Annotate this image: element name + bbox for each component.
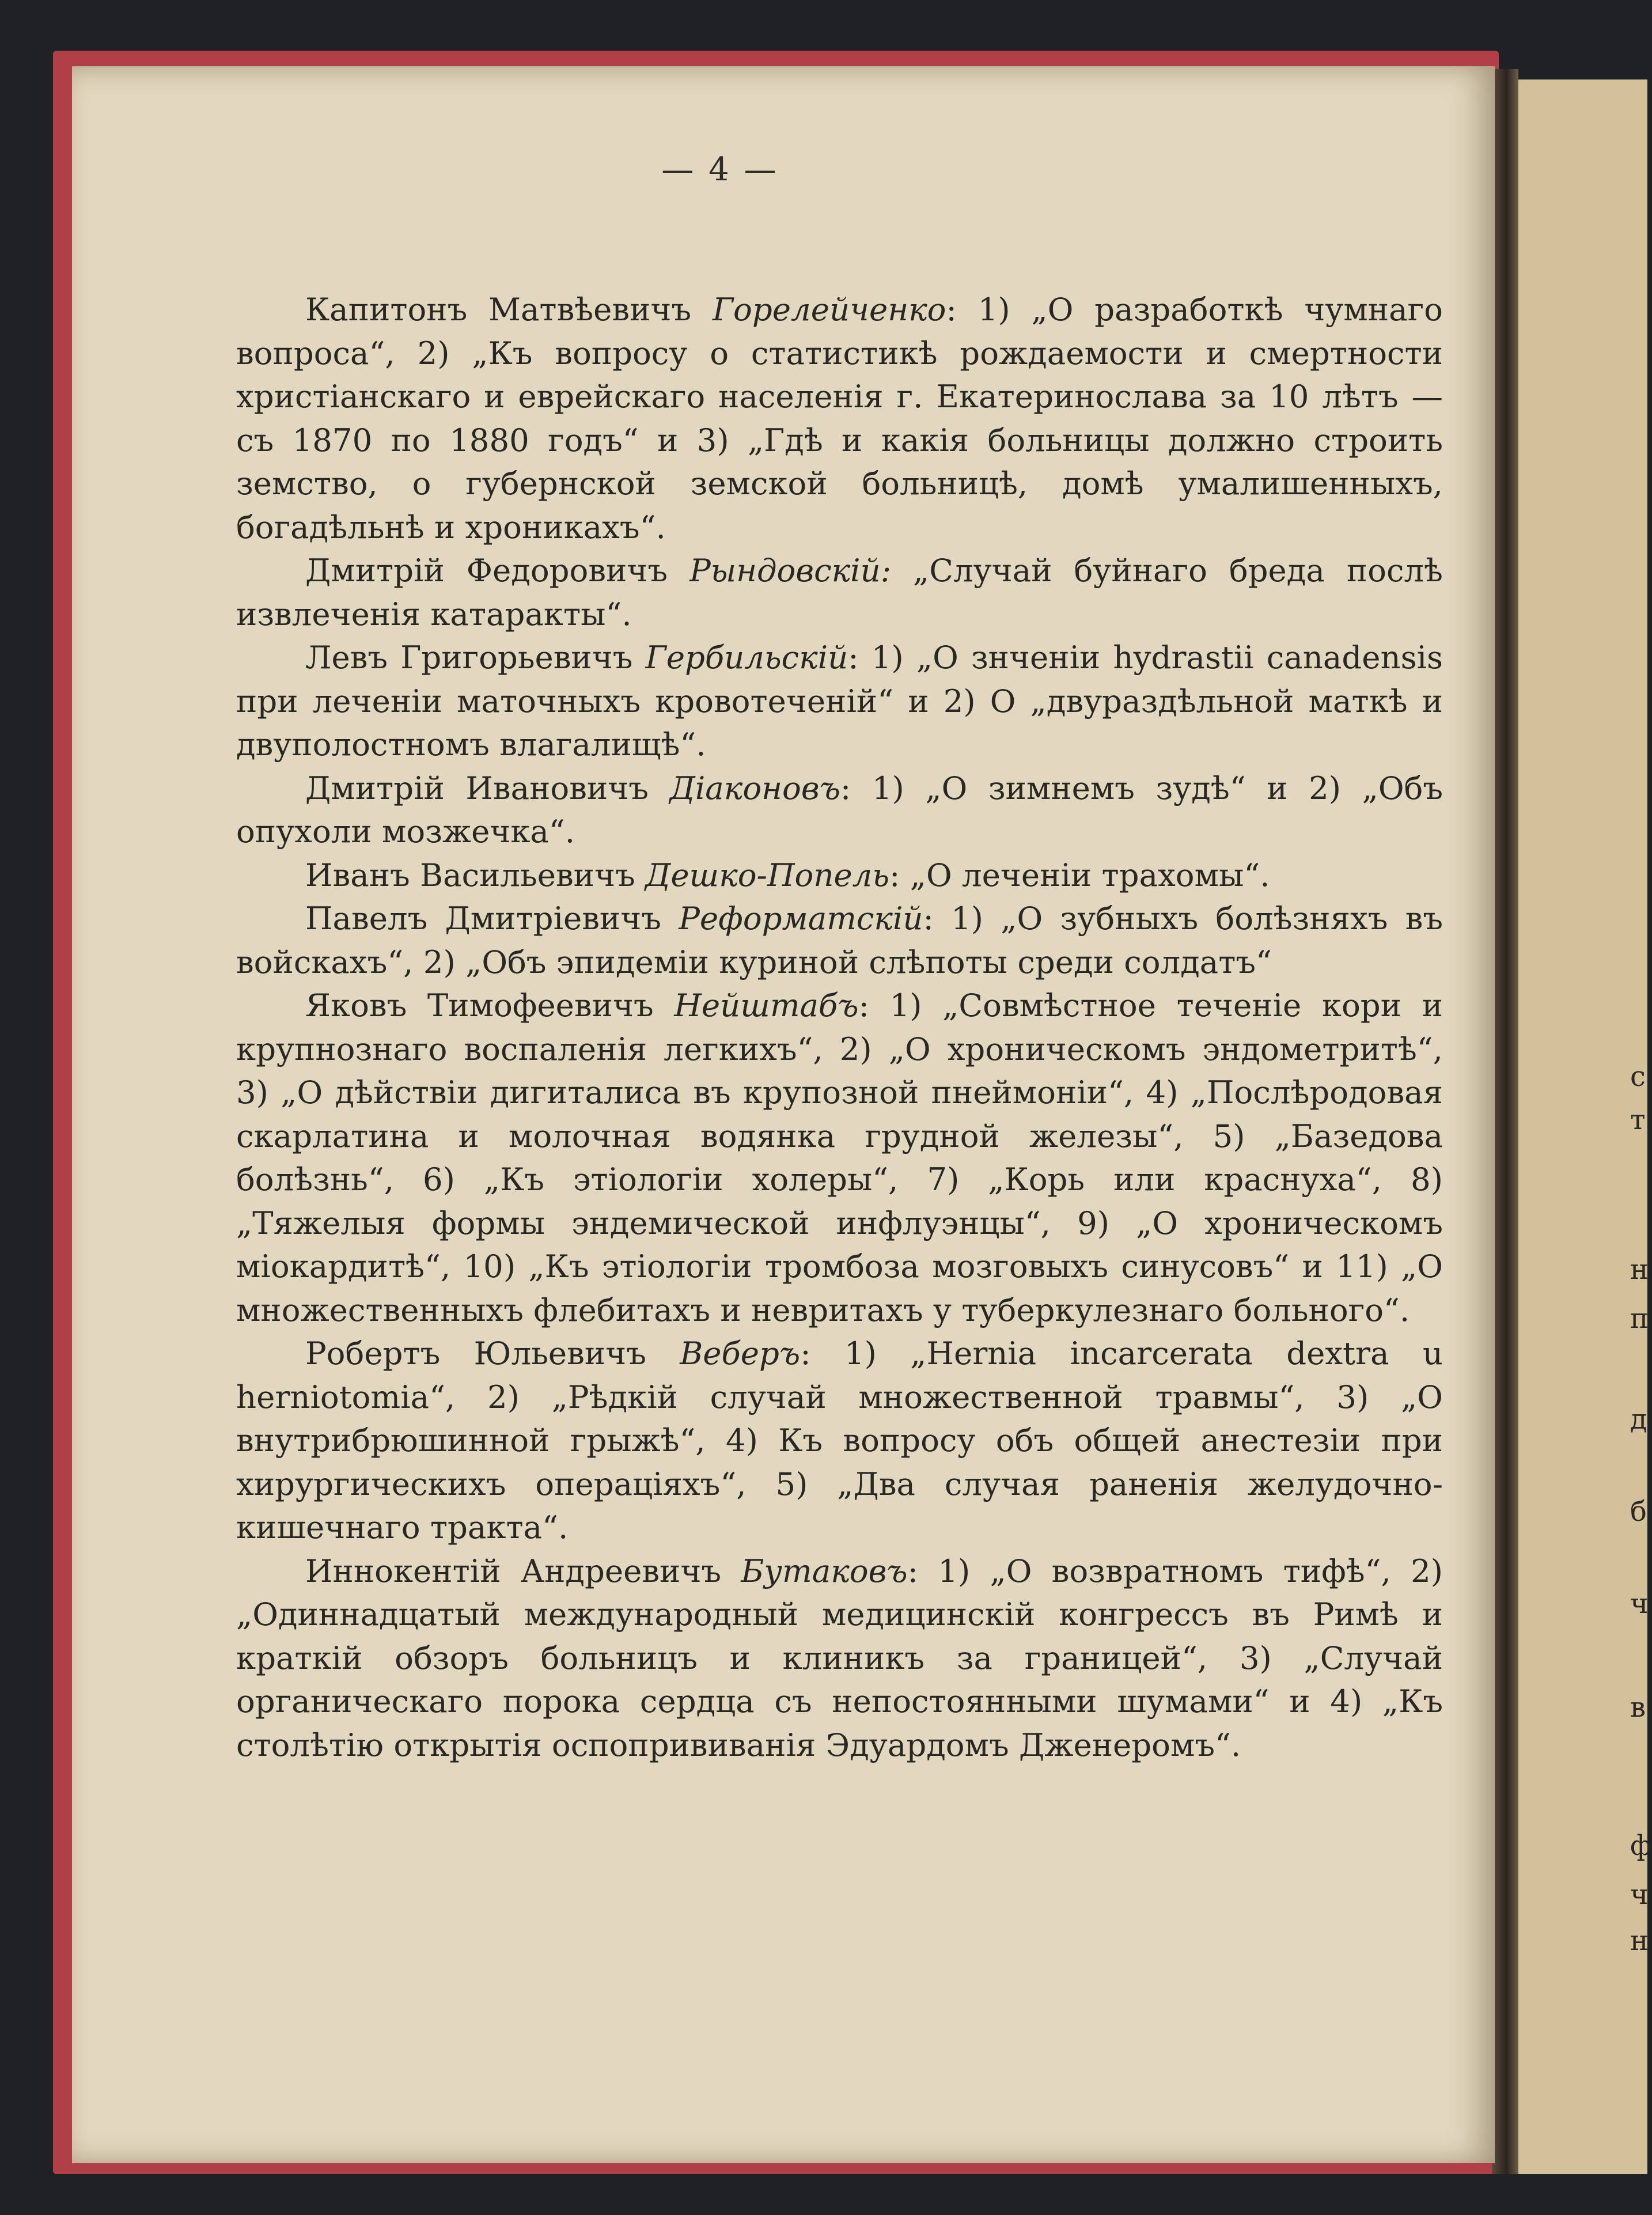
surname: Нейштабъ <box>674 987 859 1024</box>
next-page-letter: н <box>1630 1925 1649 1957</box>
surname: Горелейченко <box>712 291 946 328</box>
surname: Дешко-Попель <box>645 856 890 893</box>
next-page-letter: п <box>1630 1303 1649 1335</box>
next-page-letter: ф <box>1630 1830 1652 1862</box>
paragraph: Левъ Григорьевичъ Гербильскій: 1) „О знченіи hydrastii canadensis при леченіи маточныхъ кровотеченій“ и 2) О „двураздѣльной маткѣ и двуполостномъ влагалищѣ“. <box>236 639 1443 763</box>
next-page-edge <box>1517 79 1647 2174</box>
next-page-letter: д <box>1630 1403 1647 1436</box>
paragraph: Иванъ Васильевичъ Дешко-Попель: „О леченіи трахомы“. <box>305 856 1270 893</box>
surname: Рындовскій: <box>689 552 892 589</box>
next-page-letter: т <box>1630 1104 1646 1136</box>
next-page-letter: в <box>1630 1691 1646 1724</box>
surname: Бутаковъ <box>741 1552 908 1589</box>
paragraph: Павелъ Дмитріевичъ Реформатскій: 1) „О зубныхъ болѣзняхъ въ войскахъ“, 2) „Объ эпидеміи куриной слѣпоты среди солдатъ“ <box>236 900 1443 980</box>
paragraph: Робертъ Юльевичъ Веберъ: 1) „Hernia incarcerata dextra u herniotomia“, 2) „Рѣдкій случай множественной травмы“, 3) „О внутрибрюшинной грыжѣ“, 4) Къ вопросу объ общей анестезіи при хирургическихъ операціяхъ“, 5) „Два случая раненія желудочно-кишечнаго тракта“. <box>236 1335 1443 1546</box>
next-page-letter: с <box>1630 1061 1646 1093</box>
paragraph: Иннокентій Андреевичъ Бутаковъ: 1) „О возвратномъ тифѣ“, 2) „Одиннадцатый международный медицинскій конгрессъ въ Римѣ и краткій обзоръ больницъ и клиникъ за границей“, 3) „Случай органическаго порока сердца съ непостоянными шумами“ и 4) „Къ столѣтію открытія оспопрививанія Эдуардомъ Дженеромъ“. <box>236 1552 1443 1763</box>
surname: Веберъ <box>680 1335 801 1372</box>
next-page-letter: ч <box>1630 1588 1649 1620</box>
next-page-letter: н <box>1630 1254 1649 1286</box>
surname: Реформатскій <box>679 900 923 937</box>
surname: Діаконовъ <box>669 769 840 807</box>
book-spine <box>1492 69 1518 2174</box>
paragraph: Яковъ Тимофеевичъ Нейштабъ: 1) „Совмѣстное теченіе кори и крупнознаго воспаленія легкихъ“, 2) „О хроническомъ эндометритѣ“, 3) „О дѣйствіи дигиталиса въ крупозной пнеймоніи“, 4) „Послѣродовая скарлатина и молочная водянка грудной железы“, 5) „Базедова болѣзнь“, 6) „Къ этіологіи холеры“, 7) „Корь или краснуха“, 8) „Тяжелыя формы эндемической инфлуэнцы“, 9) „О хроническомъ міокардитѣ“, 10) „Къ этіологіи тромбоза мозговыхъ синусовъ“ и 11) „О множественныхъ флебитахъ и невритахъ у туберкулезнаго больного“. <box>236 987 1443 1328</box>
paragraph: Капитонъ Матвѣевичъ Горелейченко: 1) „О разработкѣ чумнаго вопроса“, 2) „Къ вопросу о статистикѣ рождаемости и смертности христіанскаго и еврейскаго населенія г. Екатеринослава за 10 лѣтъ — съ 1870 по 1880 годъ“ и 3) „Гдѣ и какія больницы должно строить земство, о губернской земской больницѣ, домѣ умалишенныхъ, богадѣльнѣ и хроникахъ“. <box>236 291 1443 546</box>
next-page-letter: ч <box>1630 1879 1649 1911</box>
paragraph: Дмитрій Ивановичъ Діаконовъ: 1) „О зимнемъ зудѣ“ и 2) „Объ опухоли мозжечка“. <box>236 769 1443 850</box>
paragraph: Дмитрій Федоровичъ Рындовскій: „Случай буйнаго бреда послѣ извлеченія катаракты“. <box>236 552 1443 633</box>
page-number: — 4 — <box>661 151 779 188</box>
page-body <box>236 288 1443 1767</box>
next-page-letter: б <box>1630 1495 1647 1528</box>
surname: Гербильскій <box>645 639 848 676</box>
